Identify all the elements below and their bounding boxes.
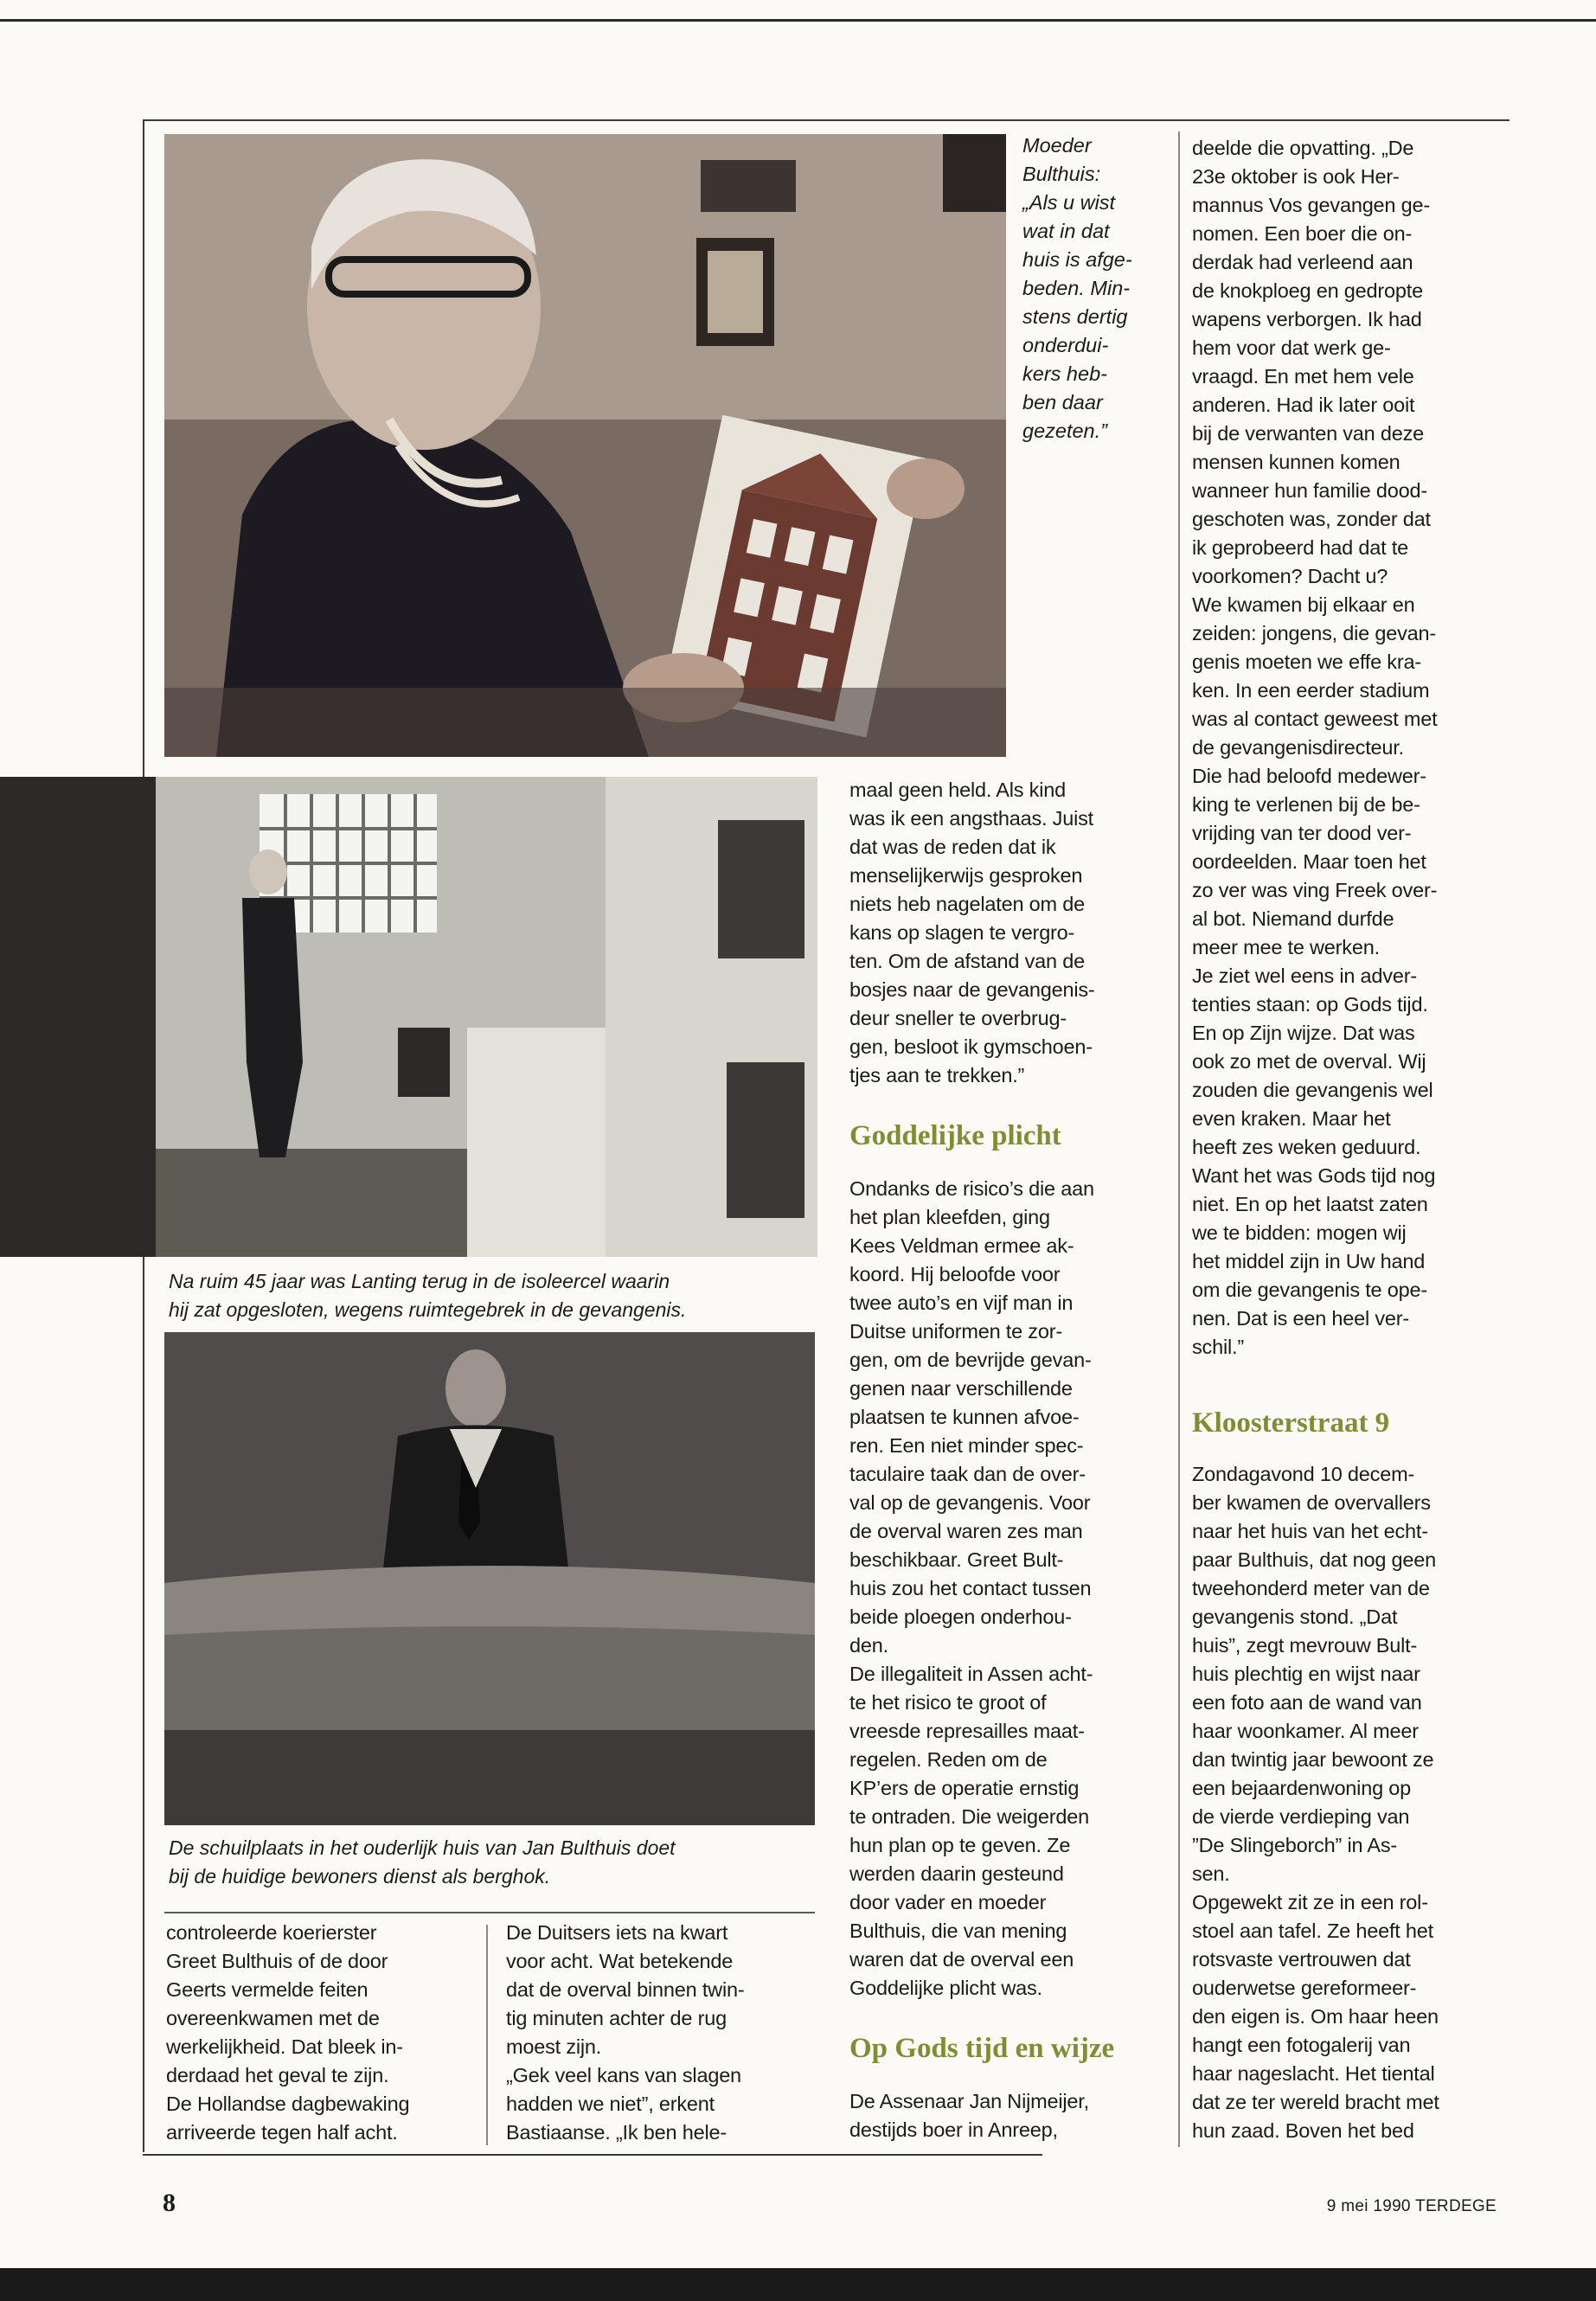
photo-mother-bulthuis [164,134,1006,757]
heading-goddelijke-plicht: Goddelijke plicht [849,1120,1061,1151]
photo-hiding-place [164,1332,815,1825]
caption-middle-photo: Na ruim 45 jaar was Lanting terug in de isoleercel waarin hij zat opgesloten, wegens ruimtegebrek in de gevangenis. [169,1270,687,1321]
page-number: 8 [163,2189,176,2217]
issue-footer: 9 mei 1990 TERDEGE [1326,2197,1497,2215]
heading-kloosterstraat: Kloosterstraat 9 [1192,1407,1390,1439]
bottom-bar [0,2268,1596,2301]
caption-bottom-photo: De schuilplaats in het ouderlijk huis van Jan Bulthuis doet bij de huidige bewoners dienst als berghok. [169,1836,676,1888]
heading-op-gods-tijd: Op Gods tijd en wijze [849,2033,1115,2064]
column-rule-bottom [486,1925,488,2145]
frame-bottom-rule [143,2154,1042,2156]
top-border [0,19,1596,22]
text-column-3-middle: Ondanks de risico’s die aan het plan kleefden, ging Kees Veldman ermee ak- koord. Hij beloofde voor twee auto’s en vijf man in Duitse uniformen te zor- gen, om de bevrijde gevan- genen naar verschillende plaatsen te kunnen afvoe- ren. Een niet minder spec- taculaire taak dan de over- val op de gevangenis. Voor de overval waren zes man beschikbaar. Greet Bult- huis zou het contact tussen beide ploegen onderhou- den. De illegaliteit in Assen acht- te het risico te groot of vreesde represailles maat- regelen. Reden om de KP’ers de operatie ernstig te ontraden. Die weigerden hun plan op te geven. Ze werden daarin gesteund door vader en moeder Bulthuis, die van mening waren dat de overval een Goddelijke plicht was. [849,1177,1094,1999]
text-column-4-bottom: Zondagavond 10 decem- ber kwamen de overvallers naar het huis van het echt- paar Bulthuis, dat nog geen tweehonderd meter van de gevangenis stond. „Dat huis”, zegt mevrouw Bult- huis plechtig en wijst naar een foto aan de wand van haar woonkamer. Al meer dan twintig jaar bewoont ze een bejaardenwoning op de vierde verdieping van ”De Slingeborch” in As- sen. Opgewekt zit ze in een rol- stoel aan tafel. Ze heeft het rotsvaste vertrouwen dat ouderwetse gereformeer- den eigen is. Om haar heen hangt een fotogalerij van haar nageslacht. Het tiental dat ze ter wereld bracht met hun zaad. Boven het bed [1192,1463,1439,2142]
text-column-1: controleerde koerierster Greet Bulthuis of de door Geerts vermelde feiten overeenkwamen met de werkelijkheid. Dat bleek in- derdaad het geval te zijn. De Hollandse dagbewaking arriveerde tegen half acht. [166,1921,410,2144]
photo-isolation-cell [0,777,817,1257]
column-rule-right [1178,131,1180,2147]
text-column-4-top: deelde die opvatting. „De 23e oktober is ook Her- mannus Vos gevangen ge- nomen. Een boer die on- derdak had verleend aan de knokploeg en gedropte wapens verborgen. Ik had hem voor dat werk ge- vraagd. En met hem vele anderen. Had ik later ooit bij de verwanten van deze mensen kunnen komen wanneer hun familie dood- geschoten was, zonder dat ik geprobeerd had dat te voorkomen? Dacht u? We kwamen bij elkaar en zeiden: jongens, die gevan- genis moeten we effe kra- ken. In een eerder stadium was al contact geweest met de gevangenisdirecteur. Die had beloofd medewer- king te verlenen bij de be- vrijding van ter dood ver- oordeelden. Maar toen het zo ver was ving Freek over- al bot. Niemand durfde meer mee te werken. Je ziet wel eens in adver- tenties staan: op Gods tijd. En op Zijn wijze. Dat was ook zo met de overval. Wij zouden die gevangenis wel even kraken. Maar het heeft zes weken geduurd. Want het was Gods tijd nog niet. En op het laatst zaten we te bidden: mogen wij het middel zijn in Uw hand om die gevangenis te ope- nen. Dat is een heel ver- schil.” [1192,137,1438,1358]
frame-top-rule [143,119,1509,121]
text-column-3-bottom: De Assenaar Jan Nijmeijer, destijds boer in Anreep, [849,2090,1089,2141]
caption-rule [164,1912,815,1913]
text-column-2: De Duitsers iets na kwart voor acht. Wat betekende dat de overval binnen twin- tig minuten achter de rug moest zijn. „Gek veel kans van slagen hadden we niet”, erkent Bastiaanse. „Ik ben hele- [506,1921,745,2144]
caption-top-photo: Moeder Bulthuis: „Als u wist wat in dat huis is afge- beden. Min- stens dertig onderdui- kers heb- ben daar gezeten.” [1022,134,1132,442]
text-column-3-top: maal geen held. Als kind was ik een angsthaas. Juist dat was de reden dat ik menselijkerwijs gesproken niets heb nagelaten om de kans op slagen te vergro- ten. Om de afstand van de bosjes naar de gevangenis- deur sneller te overbrug- gen, besloot ik gymschoen- tjes aan te trekken.” [849,779,1095,1086]
